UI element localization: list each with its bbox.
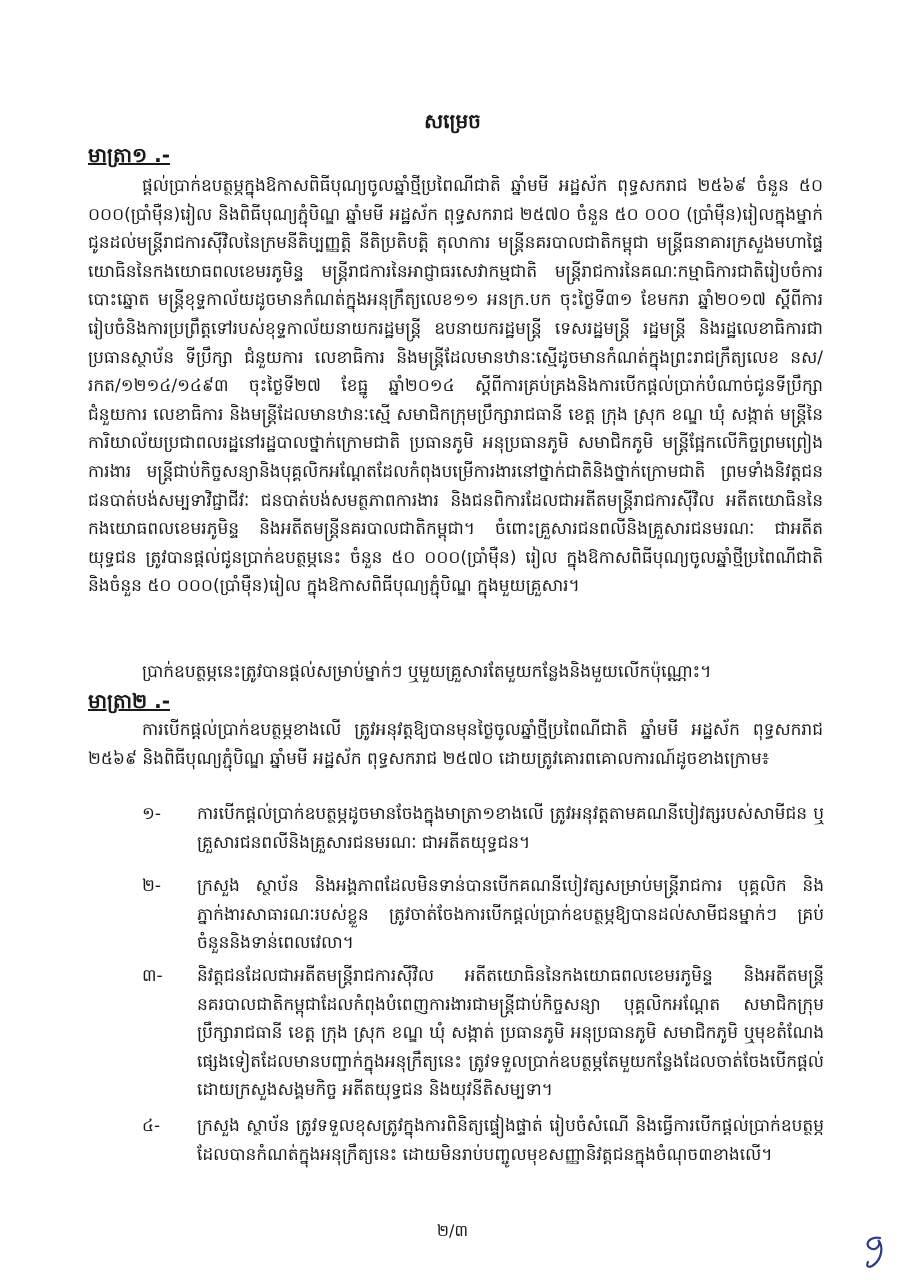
item-number: ២- <box>142 876 162 896</box>
item-text: ក្រសួង ស្ថាប័ន ត្រូវទទួលខុសត្រូវក្នុងការពិនិត្យផ្ទៀងផ្ទាត់ រៀបចំសំណើ និងធ្វើការបើកផ្តល់ប្រាក់ឧបត្ថម្ភដែលបានកំណត់ក្នុងអនុក្រឹត្យនេះ ដោយមិនរាប់បញ្ចូលមុខសញ្ញានិវត្តជនក្នុងចំណុច៣ខាងលើ។ <box>197 1116 824 1165</box>
item-number: ៤- <box>142 1116 161 1136</box>
page-number: ២/៣ <box>436 1221 469 1240</box>
article-2-item-4 <box>142 1112 824 1169</box>
article-2-item-2 <box>142 872 824 958</box>
article-1-paragraph-2: ប្រាក់ឧបត្ថម្ភនេះត្រូវបានផ្តល់សម្រាប់ម្នាក់ៗ ឬមួយគ្រួសារតែមួយកន្លែងនិងមួយលើកប៉ុណ្ណោះ។ <box>142 662 712 682</box>
item-text: និវត្តជនដែលជាអតីតមន្ត្រីរាជការស៊ីវិល អតីតយោធិននៃកងយោធពលខេមរភូមិន្ទ និងអតីតមន្ត្រីនគរបាលជាតិកម្ពុជាដែលកំពុងបំពេញការងារជាមន្ត្រីជាប់កិច្ចសន្យា បុគ្គលិកអណ្តែត សមាជិកក្រុមប្រឹក្សារាជធានី ខេត្ត ក្រុង ស្រុក ខណ្ឌ ឃុំ សង្កាត់ ប្រធានភូមិ អនុប្រធានភូមិ សមាជិកភូមិ ឬមុខតំណែងផ្សេងទៀតដែលមានបញ្ជាក់ក្នុងអនុក្រឹត្យនេះ ត្រូវទទួលប្រាក់ឧបត្ថម្ភតែមួយកន្លែងដែលចាត់ចែងបើកផ្តល់ដោយក្រសួងសង្គមកិច្ច អតីតយុទ្ធជន និងយុវនីតិសម្បទា។ <box>197 966 824 1101</box>
article-2-intro: ការបើកផ្តល់ប្រាក់ឧបត្ថម្ភខាងលើ ត្រូវអនុវត្តឱ្យបានមុនថ្ងៃចូលឆ្នាំថ្មីប្រពៃណីជាតិ ឆ្នាំមមី អដ្ឋស័ក ពុទ្ធសករាជ ២៥៦៩ និងពិធីបុណ្យភ្ជុំបិណ្ឌ ឆ្នាំមមី អដ្ឋស័ក ពុទ្ធសករាជ ២៥៧០ ដោយត្រូវគោរពគោលការណ៍ដូចខាងក្រោម៖ <box>88 720 823 769</box>
item-number: ៣- <box>142 966 163 986</box>
article-2-item-1 <box>142 800 824 857</box>
item-number: ១- <box>142 804 162 824</box>
article-2-heading: មាត្រា២ .- <box>88 689 171 713</box>
handwritten-initial-mark-icon <box>858 1232 890 1272</box>
decision-title: សម្រេច <box>424 109 481 133</box>
article-1-paragraph-1: ផ្តល់ប្រាក់ឧបត្ថម្ភក្នុងឱកាសពិធីបុណ្យចូលឆ្នាំថ្មីប្រពៃណីជាតិ ឆ្នាំមមី អដ្ឋស័ក ពុទ្ធសករាជ ២៥៦៩ ចំនួន ៥០ ០០០(ប្រាំម៉ឺន)រៀល និងពិធីបុណ្យភ្ជុំបិណ្ឌ ឆ្នាំមមី អដ្ឋស័ក ពុទ្ធសករាជ ២៥៧០ ចំនួន ៥០ ០០០ (ប្រាំម៉ឺន)រៀលក្នុងម្នាក់ ជូនដល់មន្ត្រីរាជការស៊ីវិលនៃក្រមនីតិប្បញ្ញត្តិ នីតិប្រតិបត្តិ តុលាការ មន្ត្រីនគរបាលជាតិកម្ពុជា មន្ត្រីធនាគារក្រសួងមហាផ្ទៃ យោធិននៃកងយោធពលខេមរភូមិន្ទ មន្ត្រីរាជការនៃអាជ្ញាធរសេវាកម្មជាតិ មន្ត្រីរាជការនៃគណៈកម្មាធិការជាតិរៀបចំការបោះឆ្នោត មន្ត្រីខុទ្ទកាល័យដូចមានកំណត់ក្នុងអនុក្រឹត្យលេខ១១ អនក្រ.បក ចុះថ្ងៃទី៣១ ខែមករា ឆ្នាំ២០១៧ ស្តីពីការរៀបចំនិងការប្រព្រឹត្តទៅរបស់ខុទ្ទកាល័យនាយករដ្ឋមន្ត្រី ឧបនាយករដ្ឋមន្ត្រី ទេសរដ្ឋមន្ត្រី រដ្ឋមន្ត្រី និងរដ្ឋលេខាធិការជាប្រធានស្ថាប័ន ទីប្រឹក្សា ជំនួយការ លេខាធិការ និងមន្ត្រីដែលមានឋានៈស្មើដូចមានកំណត់ក្នុងព្រះរាជក្រឹត្យលេខ នស/រកត/១២១៤/១៤៩៣ ចុះថ្ងៃទី២៧ ខែធ្នូ ឆ្នាំ២០១៤ ស្តីពីការគ្រប់គ្រងនិងការបើកផ្តល់ប្រាក់បំណាច់ជូនទីប្រឹក្សា ជំនួយការ លេខាធិការ និងមន្ត្រីដែលមានឋានៈស្មើ សមាជិកក្រុមប្រឹក្សារាជធានី ខេត្ត ក្រុង ស្រុក ខណ្ឌ ឃុំ សង្កាត់ មន្ត្រីនៃការិយាល័យប្រជាពលរដ្ឋនៅរដ្ឋបាលថ្នាក់ក្រោមជាតិ ប្រធានភូមិ អនុប្រធានភូមិ សមាជិកភូមិ មន្ត្រីផ្អែកលើកិច្ចព្រមព្រៀងការងារ មន្ត្រីជាប់កិច្ចសន្យានិងបុគ្គលិកអណ្តែតដែលកំពុងបម្រើការងារនៅថ្នាក់ជាតិនិងថ្នាក់ក្រោមជាតិ ព្រមទាំងនិវត្តជន ជនបាត់បង់សម្បទាវិជ្ជាជីវៈ ជនបាត់បង់សមត្ថភាពការងារ និងជនពិការដែលជាអតីតមន្ត្រីរាជការស៊ីវិល អតីតយោធិននៃកងយោធពលខេមរភូមិន្ទ និងអតីតមន្ត្រីនគរបាលជាតិកម្ពុជា។ ចំពោះគ្រួសារជនពលីនិងគ្រួសារជនមរណៈ ជាអតីតយុទ្ធជន ត្រូវបានផ្តល់ជូនប្រាក់ឧបត្ថម្ភនេះ ចំនួន ៥០ ០០០(ប្រាំម៉ឺន) រៀល ក្នុងឱកាសពិធីបុណ្យចូលឆ្នាំថ្មីប្រពៃណីជាតិ និងចំនួន ៥០ ០០០(ប្រាំម៉ឺន)រៀល ក្នុងឱកាសពិធីបុណ្យភ្ជុំបិណ្ឌ ក្នុងមួយគ្រួសារ។ <box>88 176 823 597</box>
article-1-heading: មាត្រា១ .- <box>88 143 171 167</box>
item-text: ការបើកផ្តល់ប្រាក់ឧបត្ថម្ភដូចមានចែងក្នុងមាត្រា១ខាងលើ ត្រូវអនុវត្តតាមគណនីបៀវត្សរបស់សាមីជន ឬគ្រួសារជនពលីនិងគ្រួសារជនមរណៈ ជាអតីតយុទ្ធជន។ <box>197 804 824 853</box>
article-2-item-3 <box>142 962 824 1105</box>
item-text: ក្រសួង ស្ថាប័ន និងអង្គភាពដែលមិនទាន់បានបើកគណនីបៀវត្សសម្រាប់មន្ត្រីរាជការ បុគ្គលិក និងភ្នាក់ងារសាធារណៈរបស់ខ្លួន ត្រូវចាត់ចែងការបើកផ្តល់ប្រាក់ឧបត្ថម្ភឱ្យបានដល់សាមីជនម្នាក់ៗ គ្រប់ចំនួននិងទាន់ពេលវេលា។ <box>197 876 824 954</box>
